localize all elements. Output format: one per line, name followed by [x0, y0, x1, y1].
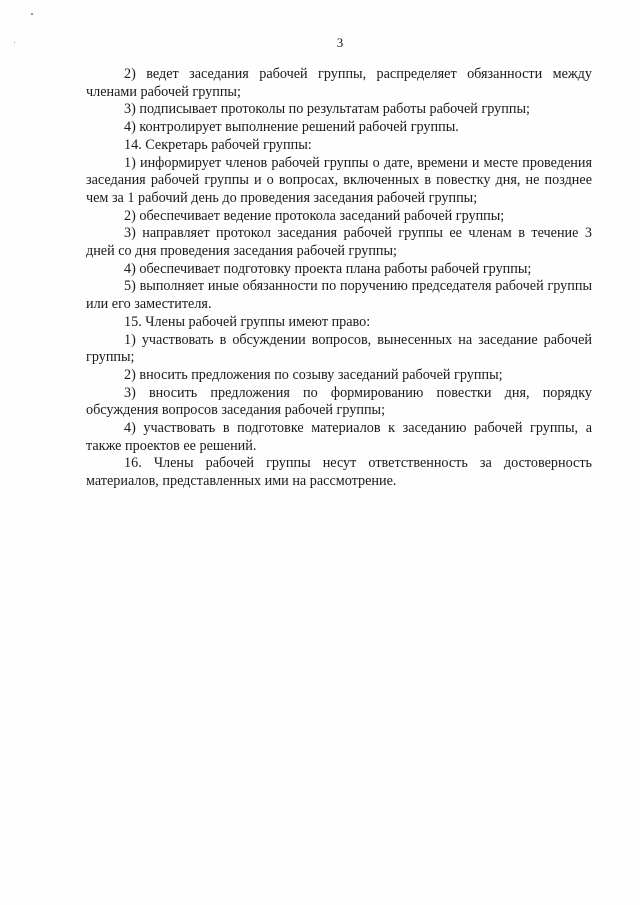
paragraph: 2) вносить предложения по созыву заседаний рабочей группы;: [124, 366, 503, 383]
paragraph: 2) ведет заседания рабочей группы, распределяет обязанности между членами рабочей группы;: [86, 66, 592, 100]
section-heading: 14. Секретарь рабочей группы:: [124, 136, 312, 153]
section-heading: 15. Члены рабочей группы имеют право:: [124, 313, 371, 330]
paragraph: 2) обеспечивает ведение протокола заседаний рабочей группы;: [124, 207, 505, 224]
paragraph: 1) участвовать в обсуждении вопросов, вынесенных на заседание рабочей группы;: [86, 331, 592, 366]
paragraph: 4) обеспечивает подготовку проекта плана работы рабочей группы;: [124, 260, 532, 277]
document-body: [86, 66, 592, 491]
paragraph: 4) контролирует выполнение решений рабочей группы.: [124, 119, 459, 136]
paragraph: 4) участвовать в подготовке материалов к заседанию рабочей группы, а также проектов ее решений.: [86, 420, 592, 454]
paragraph: 1) информирует членов рабочей группы о дате, времени и месте проведения заседания рабочей группы и о вопросах, включенных в повестку дня, не позднее чем за 1 рабочий день до проведения заседания рабочей группы;: [86, 154, 592, 206]
paragraph: 3) направляет протокол заседания рабочей группы ее членам в течение 3 дней со дня проведения заседания рабочей группы;: [86, 225, 592, 260]
paragraph: 5) выполняет иные обязанности по поручению председателя рабочей группы или его заместителя.: [86, 278, 592, 313]
paragraph: 3) подписывает протоколы по результатам работы рабочей группы;: [124, 101, 530, 118]
paragraph: 3) вносить предложения по формированию повестки дня, порядку обсуждения вопросов заседания рабочей группы;: [86, 384, 592, 419]
scan-speck: [31, 13, 33, 15]
page-number: 3: [336, 35, 344, 50]
section-heading: 16. Члены рабочей группы несут ответственность за достоверность материалов, представленных ими на рассмотрение.: [86, 455, 592, 490]
